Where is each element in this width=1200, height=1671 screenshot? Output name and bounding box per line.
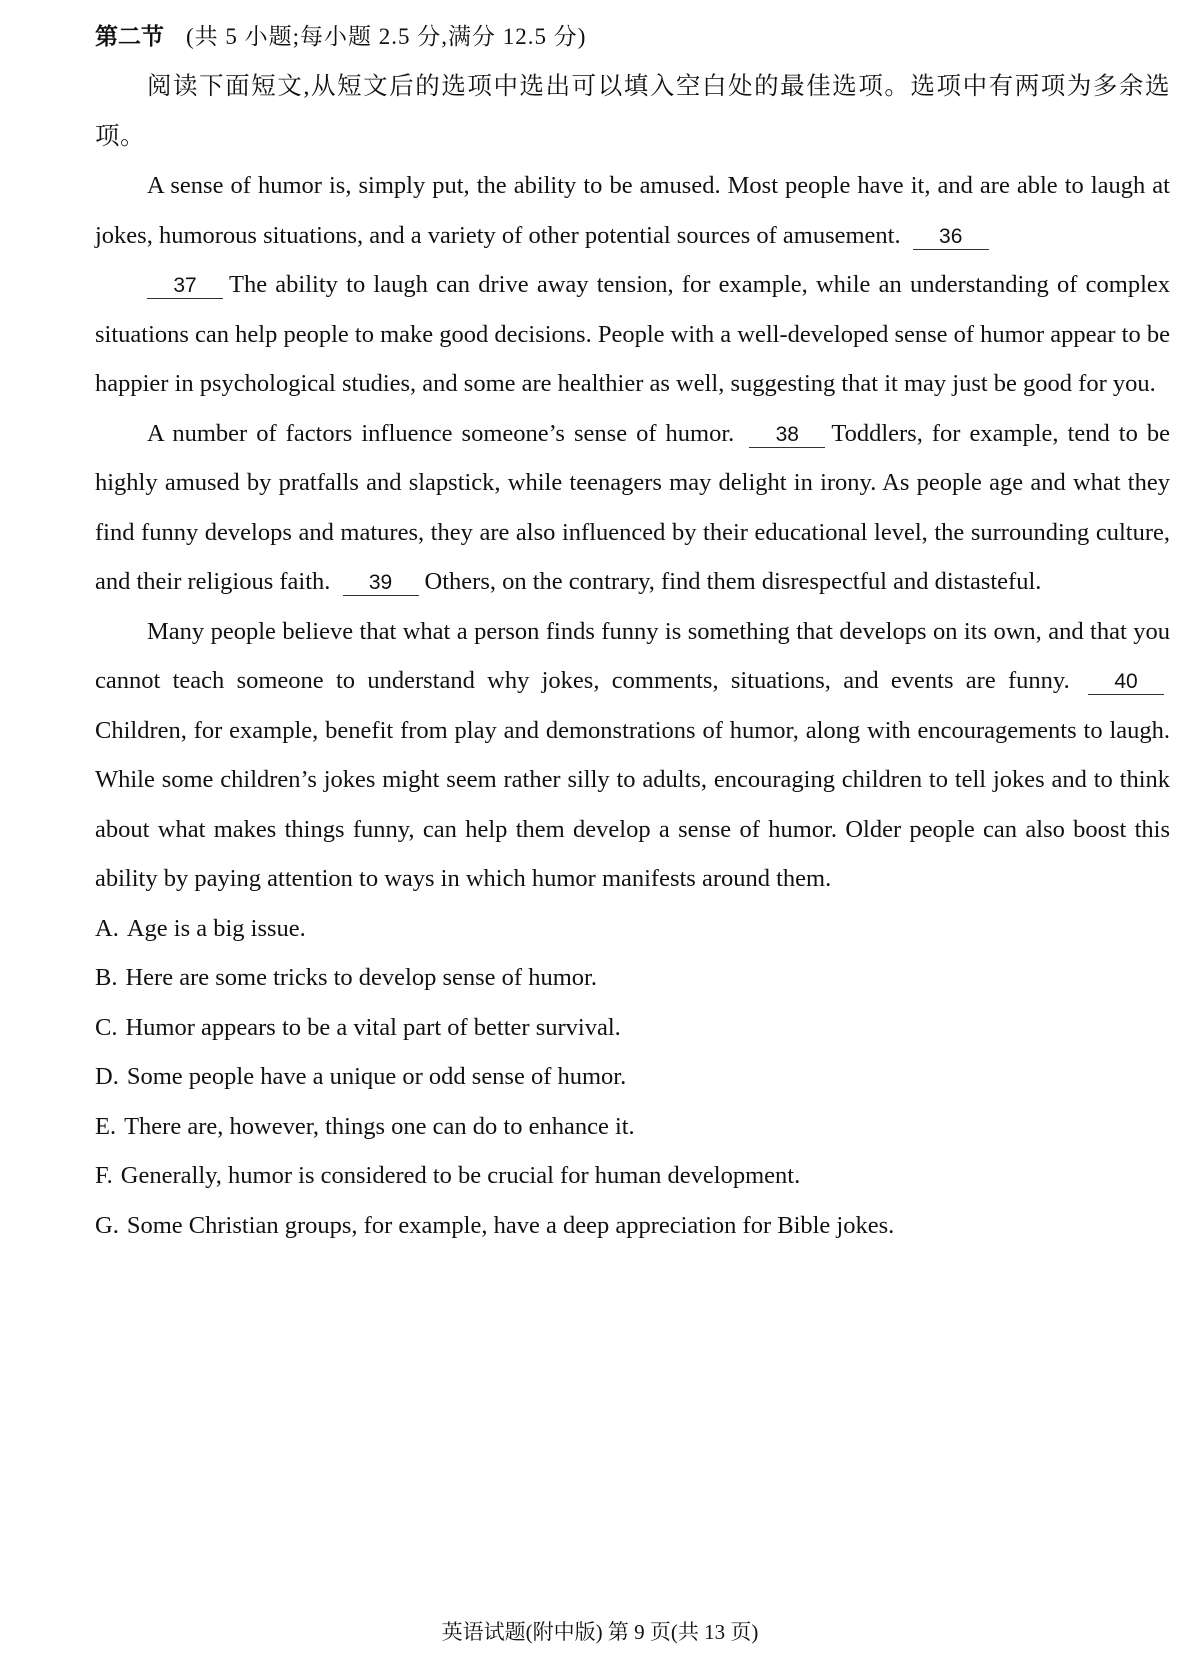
option-d — [95, 1052, 1170, 1102]
answer-options — [95, 904, 1170, 1251]
option-letter: F. — [95, 1162, 113, 1189]
exam-page — [95, 22, 1170, 1250]
blank-37: 37 — [147, 274, 223, 299]
option-text: Some Christian groups, for example, have a deep appreciation for Bible jokes. — [126, 1211, 895, 1239]
option-letter: G. — [95, 1211, 119, 1239]
option-text: Humor appears to be a vital part of better survival. — [125, 1013, 621, 1041]
option-text: Generally, humor is considered to be crucial for human development. — [120, 1162, 801, 1189]
page-footer: 英语试题(附中版) 第 9 页(共 13 页) — [441, 1620, 759, 1644]
instructions: 阅读下面短文,从短文后的选项中选出可以填入空白处的最佳选项。选项中有两项为多余选项。 — [95, 73, 1170, 150]
option-c — [95, 1003, 1170, 1053]
option-letter: C. — [95, 1013, 118, 1041]
option-letter: A. — [95, 914, 119, 942]
passage-paragraph-2 — [95, 260, 1170, 409]
section-heading — [95, 22, 1170, 52]
option-e — [95, 1102, 1170, 1152]
option-g — [95, 1201, 1170, 1251]
paragraph-text: Children, for example, benefit from play and demonstrations of humor, along with encouragements to laugh. While some children’s jokes might seem rather silly to adults, encouraging children to tell jokes and to think about what makes things funny, can help them develop a sense of humor. Older people can also boost this ability by paying attention to ways in which humor manifests around them. — [95, 716, 1170, 892]
paragraph-text: A sense of humor is, simply put, the ability to be amused. Most people have it, and are able to laugh at jokes, humorous situations, and a variety of other potential sources of amusement. — [95, 172, 1170, 249]
blank-36: 36 — [913, 225, 989, 250]
option-a — [95, 904, 1170, 954]
paragraph-text: The ability to laugh can drive away tension, for example, while an understanding of complex situations can help people to make good decisions. People with a well-developed sense of humor appear to be happier in psychological studies, and some are healthier as well, suggesting that it may just be good for you. — [95, 271, 1170, 397]
passage-paragraph-1 — [95, 161, 1170, 260]
paragraph-text: Toddlers, for example, tend to be highly amused by pratfalls and slapstick, while teenagers may delight in irony. As people age and what they find funny develops and matures, they are also influenced by their educational level, the surrounding culture, and their religious faith. — [95, 419, 1171, 595]
paragraph-text: Many people believe that what a person finds funny is something that develops on its own, and that you cannot teach someone to understand why jokes, comments, situations, and events are funny. — [95, 617, 1170, 694]
section-title: 第二节 — [95, 24, 164, 50]
option-text: There are, however, things one can do to enhance it. — [124, 1112, 635, 1140]
blank-40: 40 — [1088, 670, 1164, 695]
section-score-note: (共 5 小题;每小题 2.5 分,满分 12.5 分) — [186, 24, 587, 49]
option-text: Age is a big issue. — [126, 914, 306, 942]
option-letter: E. — [95, 1112, 117, 1140]
paragraph-text: Others, on the contrary, find them disrespectful and distasteful. — [424, 568, 1042, 595]
option-f — [95, 1151, 1170, 1201]
paragraph-text: A number of factors influence someone’s sense of humor. — [147, 419, 735, 447]
blank-38: 38 — [749, 423, 825, 448]
option-letter: D. — [95, 1063, 119, 1090]
option-b — [95, 953, 1170, 1003]
passage-paragraph-3 — [95, 409, 1170, 607]
blank-39: 39 — [343, 571, 419, 596]
option-text: Some people have a unique or odd sense of humor. — [126, 1063, 627, 1090]
option-text: Here are some tricks to develop sense of humor. — [125, 964, 597, 991]
passage-paragraph-4 — [95, 607, 1170, 904]
option-letter: B. — [95, 964, 118, 991]
